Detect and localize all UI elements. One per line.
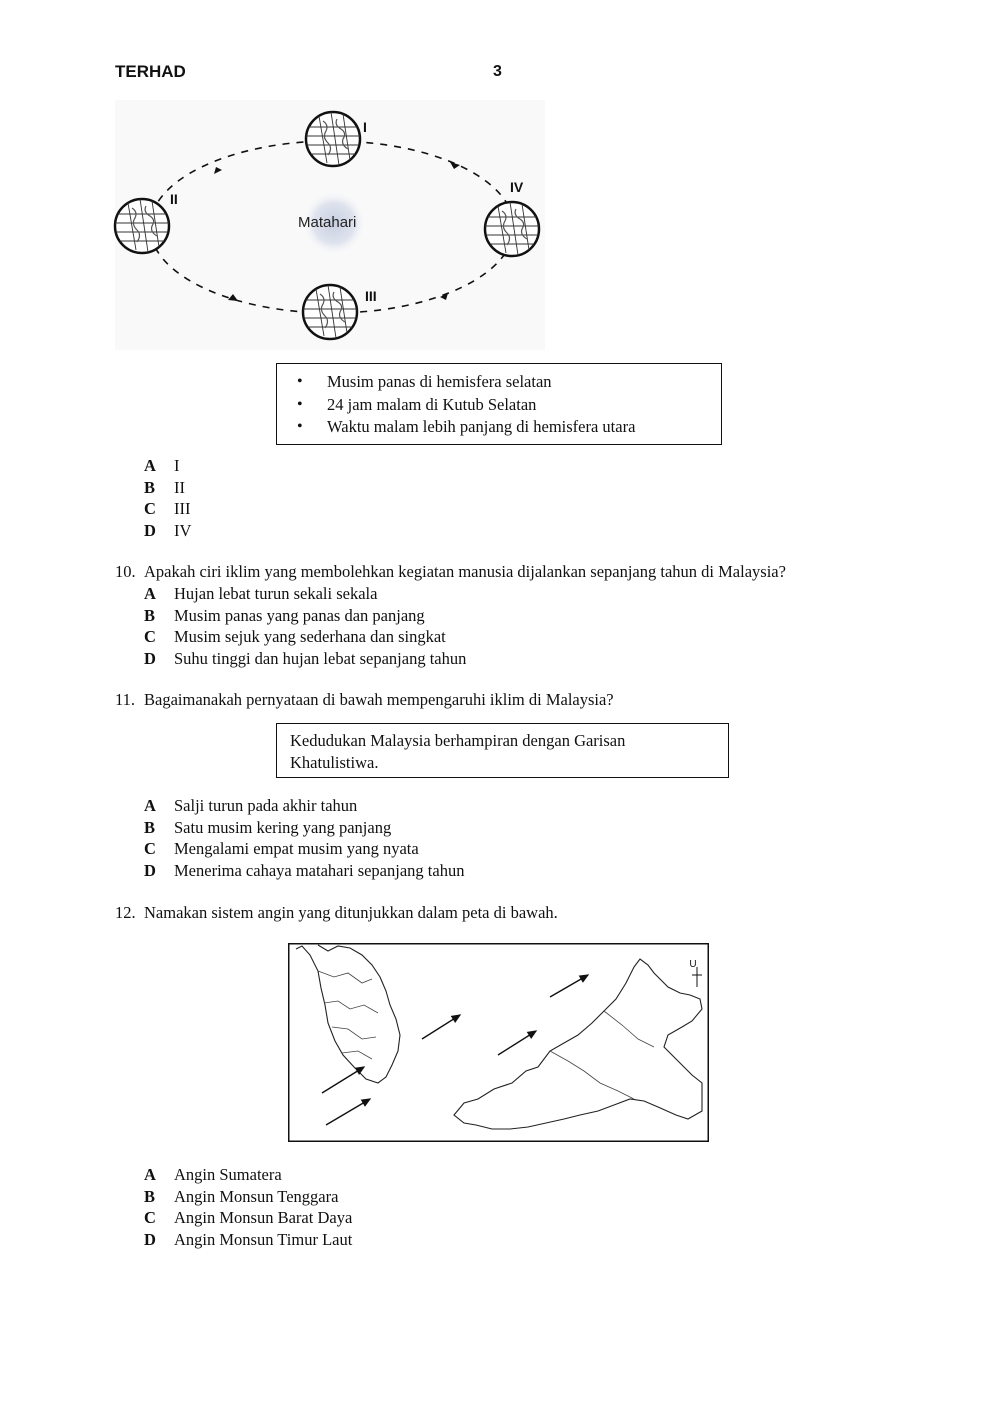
q9-options [144, 455, 191, 542]
earth-orbit-diagram [110, 100, 550, 355]
q11-option-d[interactable]: D Menerima cahaya matahari sepanjang tahun [144, 861, 465, 881]
classification-label: TERHAD [115, 62, 186, 81]
earth-position-iv [485, 202, 539, 256]
north-label: U [689, 959, 697, 970]
q9-bullet: • Musim panas di hemisfera selatan [277, 371, 721, 394]
q12-question: 12. Namakan sistem angin yang ditunjukkan dalam peta di bawah. [115, 903, 558, 922]
sun-label: Matahari [298, 214, 357, 231]
label-position-iii: III [365, 288, 377, 304]
q9-option-b[interactable]: B II [144, 477, 185, 497]
q11-statement-line: Khatulistiwa. [290, 752, 379, 772]
q11-option-c[interactable]: C Mengalami empat musim yang nyata [144, 839, 419, 859]
q11-option-a[interactable]: A Salji turun pada akhir tahun [144, 796, 358, 815]
label-position-iv: IV [510, 179, 524, 195]
q12-options [144, 1164, 352, 1251]
q10-option-b[interactable]: B Musim panas yang panas dan panjang [144, 605, 425, 625]
q12-option-a[interactable]: A Angin Sumatera [144, 1165, 282, 1184]
q11-statement-box [276, 723, 729, 778]
earth-position-iii [303, 285, 357, 339]
q11-option-b[interactable]: B Satu musim kering yang panjang [144, 817, 392, 837]
q11-options [144, 795, 464, 882]
q12-option-d[interactable]: D Angin Monsun Timur Laut [144, 1230, 353, 1250]
q11-question: 11. Bagaimanakah pernyataan di bawah mempengaruhi iklim di Malaysia? [115, 690, 614, 709]
q9-option-c[interactable]: C III [144, 499, 191, 519]
q9-bullet: • Waktu malam lebih panjang di hemisfera utara [277, 416, 721, 439]
q10-question: 10. Apakah ciri iklim yang membolehkan kegiatan manusia dijalankan sepanjang tahun di Malaysia? [115, 562, 786, 581]
earth-position-ii [115, 199, 169, 253]
page-number: 3 [493, 63, 502, 80]
label-position-ii: II [170, 191, 178, 207]
earth-position-i [306, 112, 360, 166]
q10-option-c[interactable]: C Musim sejuk yang sederhana dan singkat [144, 627, 446, 647]
q12-option-b[interactable]: B Angin Monsun Tenggara [144, 1186, 339, 1206]
label-position-i: I [363, 119, 367, 135]
q11-statement-line: Kedudukan Malaysia berhampiran dengan Garisan [290, 731, 626, 750]
q10-option-a[interactable]: A Hujan lebat turun sekali sekala [144, 584, 378, 603]
q9-statement-box [276, 363, 722, 445]
q10-option-d[interactable]: D Suhu tinggi dan hujan lebat sepanjang tahun [144, 649, 467, 669]
malaysia-wind-map [288, 943, 709, 1142]
q9-bullet: • 24 jam malam di Kutub Selatan [277, 394, 721, 417]
q9-option-a[interactable]: A I [144, 456, 180, 475]
q9-option-d[interactable]: D IV [144, 521, 192, 541]
q10-options [144, 583, 466, 670]
q12-option-c[interactable]: C Angin Monsun Barat Daya [144, 1208, 353, 1228]
